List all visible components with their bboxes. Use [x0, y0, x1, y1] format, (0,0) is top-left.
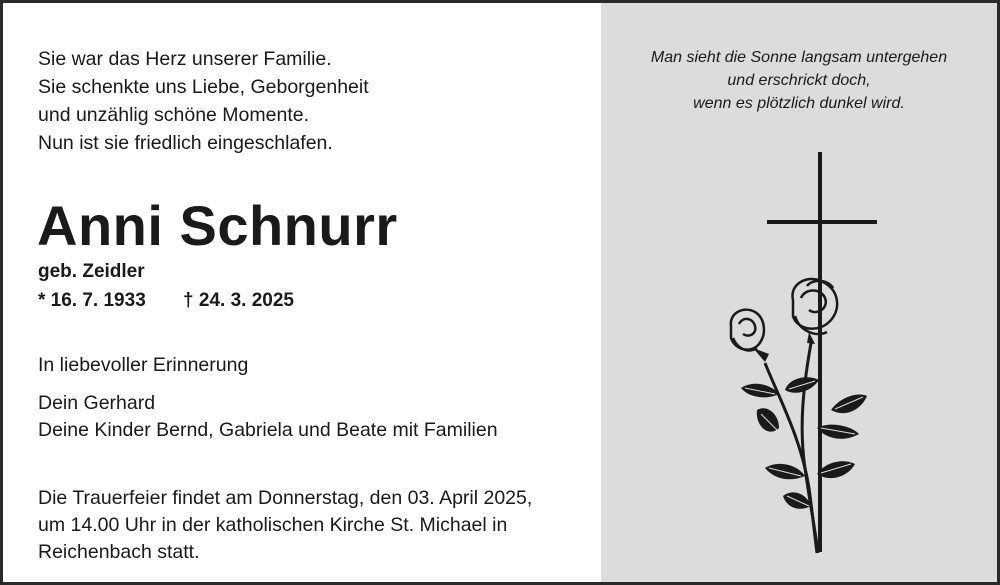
deceased-name: Anni Schnurr — [37, 194, 398, 257]
verse-line: Sie war das Herz unserer Familie. — [38, 48, 332, 70]
quote-line: wenn es plötzlich dunkel wird. — [693, 95, 905, 112]
maiden-name: geb. Zeidler — [38, 261, 145, 282]
memory-line: In liebevoller Erinnerung — [38, 354, 249, 376]
verse-line: und unzählig schöne Momente. — [38, 104, 310, 126]
service-line: Die Trauerfeier findet am Donnerstag, den 03. April 2025, — [38, 487, 533, 509]
text-panel — [3, 3, 601, 582]
mourner-line: Dein Gerhard — [38, 392, 156, 414]
cross-with-roses-icon — [719, 148, 889, 563]
service-line: um 14.00 Uhr in der katholischen Kirche St. Michael in — [38, 514, 508, 536]
birth-date: * 16. 7. 1933 — [38, 290, 146, 311]
service-announcement — [38, 485, 532, 566]
death-date: † 24. 3. 2025 — [183, 290, 294, 311]
mourner-line: Deine Kinder Bernd, Gabriela und Beate mit Familien — [38, 419, 498, 441]
quote-panel — [601, 3, 997, 582]
verse-line: Nun ist sie friedlich eingeschlafen. — [38, 132, 333, 154]
opening-verse — [38, 45, 369, 157]
quote-text — [601, 46, 997, 115]
verse-line: Sie schenkte uns Liebe, Geborgenheit — [38, 76, 369, 98]
mourners-list — [38, 390, 498, 444]
quote-line: und erschrickt doch, — [727, 72, 871, 89]
service-line: Reichenbach statt. — [38, 541, 200, 563]
quote-line: Man sieht die Sonne langsam untergehen — [650, 49, 948, 66]
life-dates — [38, 290, 294, 312]
